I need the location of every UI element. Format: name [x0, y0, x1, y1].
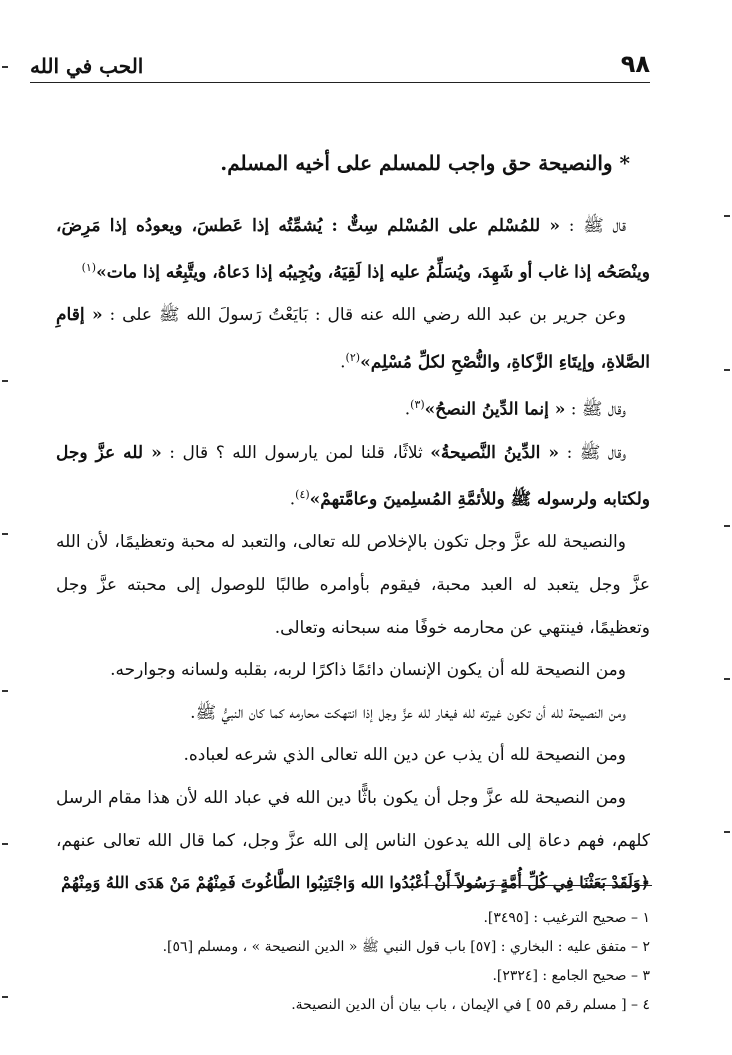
footnote-ref: (١): [81, 261, 97, 275]
punctuation: .: [340, 352, 346, 373]
quran-verse: ﴿وَلَقَدْ بَعَثْنَا فِي كُلِّ أُمَّةٍ رَسُولاً أَنْ اُعْبُدُوا الله وَاجْتَنِبُوا الطَّاغُوتَ فَمِنْهُمْ مَنْ هَدَى اللهُ وَمِنْهُمْ: [61, 873, 650, 893]
paragraph-intro: قال ﷺ :: [560, 215, 626, 236]
paragraph-text: ثلاثًا، قلنا لمن يارسول الله ؟ قال :: [161, 442, 431, 463]
hadith-text: « إقامِ الصَّلاةِ، وإيتَاءِ الزَّكاةِ، والنُّصْحِ لكلِّ مُسْلِم»: [56, 305, 650, 373]
margin-mark: [2, 533, 8, 535]
footnote-item: ٤ – [ مسلم رقم ٥٥ ] في الإيمان ، باب بيان أن الدين النصيحة.: [291, 997, 650, 1013]
paragraph-text: ومن النصيحة لله عزَّ وجل أن يكون باثًّا دين الله في عباد الله لأن هذا مقام الرسل كلهم، فهم دعاة إلى الله يدعون الناس إلى الله عزَّ وجل، كما قال الله تعالى عنهم،: [56, 787, 650, 851]
margin-mark: [2, 843, 8, 845]
margin-mark: [724, 369, 730, 371]
paragraph-religion-nasih: [56, 384, 650, 431]
paragraph-jealousy: ومن النصيحة لله أن تكون غيرته لله فيغار لله عزَّ وجل إذا انتهكت محارمه كما كان النبيُّ ﷺ.: [190, 702, 626, 723]
footnote-item: ١ – صحيح الترغيب : [٣٤٩٥].: [483, 910, 650, 926]
footnotes: [56, 904, 650, 1020]
page-header: [30, 48, 650, 83]
running-title: الحب في الله: [30, 54, 144, 78]
footnote-ref: (٣): [410, 398, 425, 412]
margin-mark: [724, 215, 730, 217]
footnote-item: ٢ – متفق عليه : البخاري : [٥٧] باب قول النبي ﷺ « الدين النصيحة » ، ومسلم [٥٦].: [162, 939, 650, 955]
paragraph-sincerity: والنصيحة لله عزَّ وجل تكون بالإخلاص لله تعالى، والتعبد له محبة وتعظيمًا، لأن الله عزَّ وجل يتعبد له العبد محبة، فيقوم بأوامره طالبًا للوصول إلى محبته عزَّ وجل وتعظيمًا، فينتهي عن محارمه خوفًا منه سبحانه وتعالى.: [56, 532, 650, 638]
margin-mark: [2, 996, 8, 998]
paragraph-intro: وقال ﷺ :: [559, 442, 627, 463]
paragraph-hadith-six-rights: [56, 205, 650, 295]
paragraph-religion-nasiha: [56, 432, 650, 522]
footnote-ref: (٤): [295, 488, 310, 502]
footnote-divider: [420, 885, 652, 886]
footnote-ref: (٢): [345, 351, 361, 365]
hadith-text: « إنما الدِّينُ النصحُ»: [424, 399, 566, 420]
margin-mark: [724, 525, 730, 527]
paragraph-jarir: [56, 294, 650, 384]
punctuation: .: [289, 489, 296, 510]
paragraph-intro: وعن جرير بن عبد الله رضي الله عنه قال : بَايَعْتُ رَسولَ الله ﷺ على :: [102, 305, 626, 326]
page-body: [56, 122, 650, 905]
margin-mark: [2, 380, 8, 382]
hadith-text: « الدِّينُ النَّصيحةُ»: [430, 442, 560, 463]
paragraph-defending: ومن النصيحة لله أن يذب عن دين الله تعالى الذي شرعه لعباده.: [183, 745, 626, 766]
margin-mark: [724, 831, 730, 833]
margin-mark: [724, 678, 730, 680]
punctuation: .: [404, 399, 411, 420]
page-number: ٩٨: [620, 50, 650, 78]
paragraph-remembrance: ومن النصيحة لله أن يكون الإنسان دائمًا ذاكرًا لربه، بقلبه ولسانه وجوارحه.: [110, 660, 626, 681]
section-heading: * والنصيحة حق واجب للمسلم على أخيه المسلم.: [220, 151, 630, 175]
hadith-text: « لله عزَّ وجل ولكتابه ولرسوله ﷺ وللأئمَّةِ المُسلِمينَ وعامَّتهمْ»: [56, 442, 650, 510]
footnote-item: ٣ – صحيح الجامع : [٢٣٢٤].: [492, 968, 650, 984]
margin-mark: [2, 690, 8, 692]
hadith-text: « للمُسْلم على المُسْلم سِتٌّ : يُشمِّتُه إذا عَطسَ، ويعودُه إذا مَرِضَ، وينْصَحُه إذا غاب أو شَهِدَ، ويُسَلِّمُ عليه إذا لَقِيَهُ، ويُجِيبُه إذا دَعاهُ، ويتَّبِعُه إذا مات»: [56, 215, 650, 283]
margin-mark: [2, 66, 8, 68]
paragraph-intro: وقال ﷺ :: [565, 399, 626, 420]
